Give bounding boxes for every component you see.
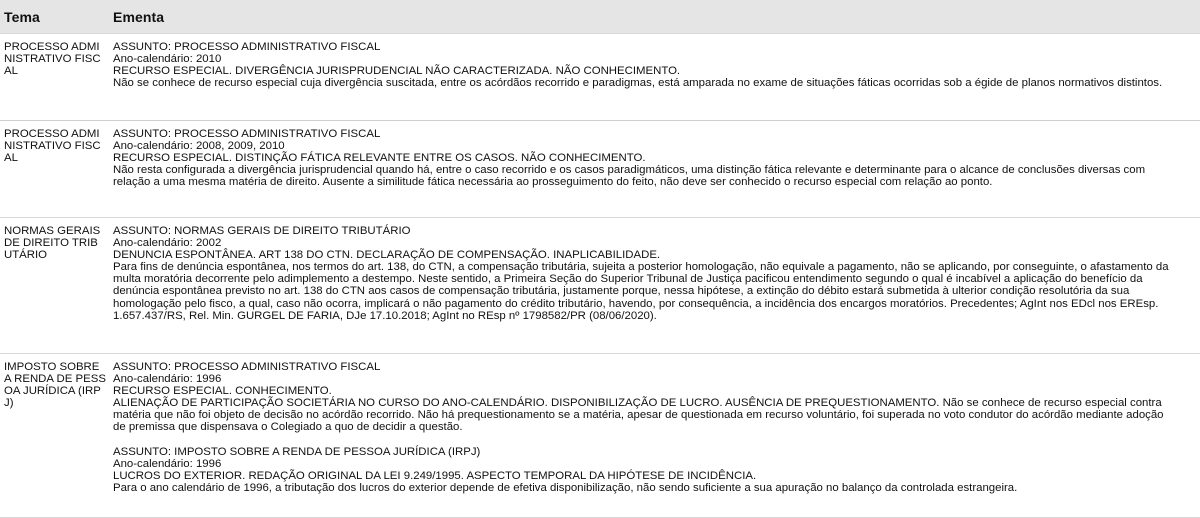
assunto-line: ASSUNTO: PROCESSO ADMINISTRATIVO FISCAL xyxy=(113,361,381,373)
ano-calendario-line: Ano-calendário: 2010 xyxy=(113,53,222,66)
table-row xyxy=(0,34,1200,121)
ano-calendario-line: Ano-calendário: 2008, 2009, 2010 xyxy=(113,140,285,153)
tema-cell: NORMAS GERAIS DE DIREITO TRIBUTÁRIO xyxy=(0,218,110,354)
ementa-title: RECURSO ESPECIAL. DISTINÇÃO FÁTICA RELEVANTE ENTRE OS CASOS. NÃO CONHECIMENTO. xyxy=(113,152,646,165)
ementa-text: ALIENAÇÃO DE PARTICIPAÇÃO SOCIETÁRIA NO CURSO DO ANO-CALENDÁRIO. DISPONIBILIZAÇÃO DE LUCRO. AUSÊNCIA DE PREQUESTIONAMENTO. Não se conhece de recurso especial contra matéria que não foi objeto de decisão no acórdão recorrido. Não há prequestionamento se a matéria, apesar de questionada em recurso voluntário, foi superada no voto condutor do acórdão mediante adoção de premissa que dispensava o Colegiado a quo de decidir a questão. xyxy=(113,397,1164,434)
ementa-title: RECURSO ESPECIAL. CONHECIMENTO. xyxy=(113,385,332,398)
column-header-ementa[interactable]: Ementa xyxy=(113,8,165,25)
assunto-line: ASSUNTO: PROCESSO ADMINISTRATIVO FISCAL xyxy=(113,41,381,53)
ementa-cell xyxy=(110,34,1200,121)
table-row xyxy=(0,121,1200,218)
ementa-text: Para fins de denúncia espontânea, nos termos do art. 138, do CTN, a compensação tributária, sujeita a posterior homologação, não equivale a pagamento, não se aplicando, por conseguinte, o afastamento da multa moratória decorrente pelo adimplemento a destempo. Neste sentido, a Primeira Seção do Superior Tribunal de Justiça pacificou entendimento segundo o qual é incabível a aplicação do benefício da denúncia espontânea previsto no art. 138 do CTN aos casos de compensação tributária, justamente porque, nessa hipótese, a extinção do débito estará submetida à ulterior condição resolutória da sua homologação pelo fisco, a qual, caso não ocorra, implicará o não pagamento do crédito tributário, havendo, por consequência, a incidência dos encargos moratórios. Precedentes; AgInt nos EDcl nos EREsp. 1.657.437/RS, Rel. Min. GURGEL DE FARIA, DJe 17.10.2018; AgInt no REsp nº 1798582/PR (08/06/2020). xyxy=(113,261,1169,322)
ementa-cell xyxy=(110,354,1200,518)
ementa-cell xyxy=(110,121,1200,218)
ementa-text: Não se conhece de recurso especial cuja divergência suscitada, entre os acórdãos recorrido e paradigmas, está amparada no exame de situações fáticas ocorridas sob a égide de planos normativos distintos. xyxy=(113,77,1163,90)
tema-cell: PROCESSO ADMINISTRATIVO FISCAL xyxy=(0,34,110,121)
paragraph-gap xyxy=(113,434,1172,446)
table-header-row xyxy=(0,0,1200,34)
ano-calendario-line: Ano-calendário: 2002 xyxy=(113,237,222,250)
ementa-title: DENUNCIA ESPONTÂNEA. ART 138 DO CTN. DECLARAÇÃO DE COMPENSAÇÃO. INAPLICABILIDADE. xyxy=(113,249,661,262)
ementa-text: Não resta configurada a divergência jurisprudencial quando há, entre o caso recorrido e os casos paradigmáticos, uma distinção fática relevante e determinante para o alcance de conclusões diversas com relação a uma mesma matéria de direito. Ausente a similitude fática necessária ao prosseguimento do feito, não deve ser conhecido o recurso especial com relação ao ponto. xyxy=(113,164,1146,189)
assunto-line: ASSUNTO: IMPOSTO SOBRE A RENDA DE PESSOA JURÍDICA (IRPJ) xyxy=(113,445,481,458)
tema-cell: PROCESSO ADMINISTRATIVO FISCAL xyxy=(0,121,110,218)
column-header-tema[interactable]: Tema xyxy=(4,8,40,25)
ementa-title: RECURSO ESPECIAL. DIVERGÊNCIA JURISPRUDENCIAL NÃO CARACTERIZADA. NÃO CONHECIMENTO. xyxy=(113,65,681,78)
table-row xyxy=(0,218,1200,354)
table-row xyxy=(0,354,1200,518)
assunto-line: ASSUNTO: NORMAS GERAIS DE DIREITO TRIBUTÁRIO xyxy=(113,225,411,237)
ementa-title: LUCROS DO EXTERIOR. REDAÇÃO ORIGINAL DA LEI 9.249/1995. ASPECTO TEMPORAL DA HIPÓTESE DE INCIDÊNCIA. xyxy=(113,469,757,482)
ano-calendario-line: Ano-calendário: 1996 xyxy=(113,373,222,386)
assunto-line: ASSUNTO: PROCESSO ADMINISTRATIVO FISCAL xyxy=(113,128,381,140)
tema-cell: IMPOSTO SOBRE A RENDA DE PESSOA JURÍDICA (IRPJ) xyxy=(0,354,110,518)
ano-calendario-line: Ano-calendário: 1996 xyxy=(113,457,222,470)
ementa-text: Para o ano calendário de 1996, a tributação dos lucros do exterior depende de efetiva disponibilização, não sendo suficiente a sua apuração no balanço da controlada estrangeira. xyxy=(113,481,1018,494)
ementa-cell xyxy=(110,218,1200,354)
